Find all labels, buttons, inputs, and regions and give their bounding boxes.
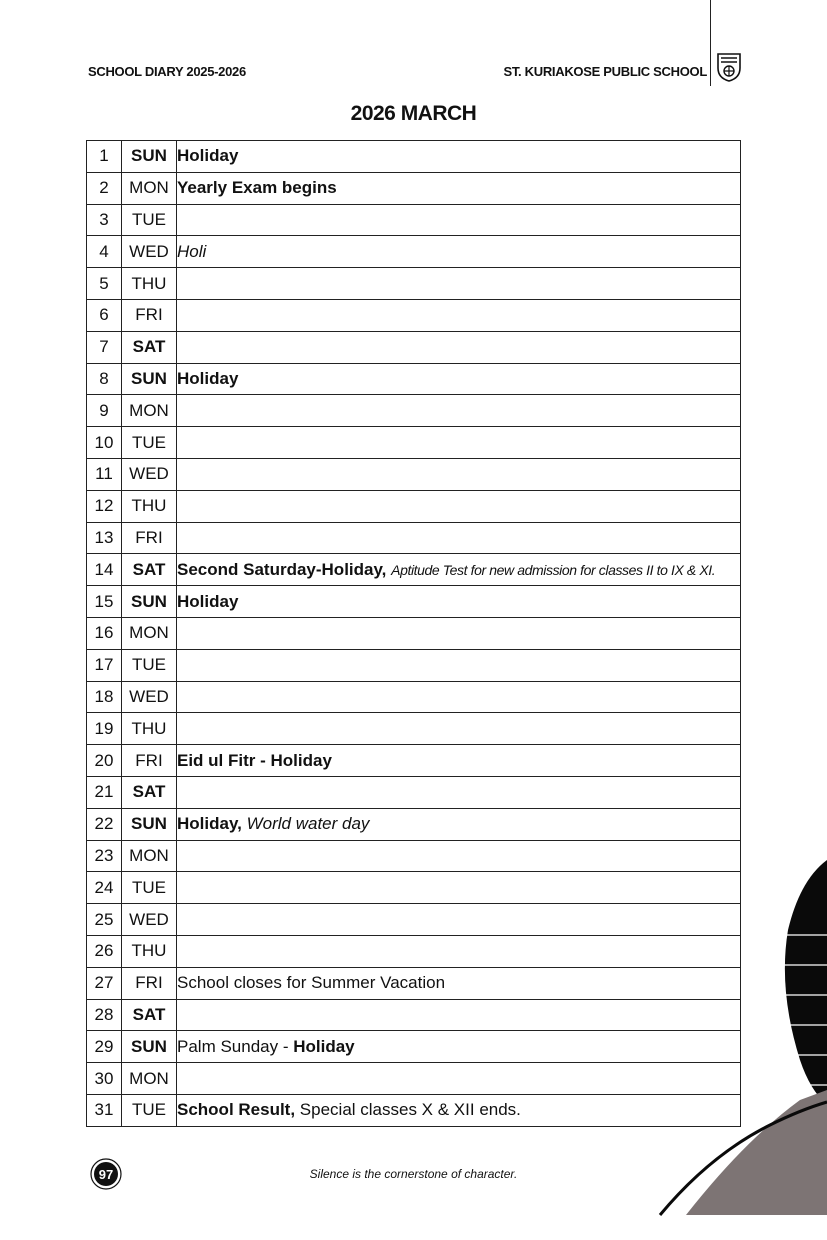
event-text: Holiday, <box>177 814 247 834</box>
weekday: TUE <box>122 1094 177 1126</box>
event-text: Holiday <box>177 368 239 388</box>
event-text: Holiday <box>293 1036 355 1056</box>
event-cell <box>177 458 741 490</box>
weekday: SUN <box>122 586 177 618</box>
weekday: SUN <box>122 363 177 395</box>
table-row <box>87 745 741 777</box>
event-text: School Result, <box>177 1100 300 1120</box>
day-number: 3 <box>87 204 122 236</box>
weekday: SUN <box>122 141 177 173</box>
weekday: MON <box>122 840 177 872</box>
event-text: Special classes X & XII ends. <box>299 1100 521 1120</box>
event-text: Second Saturday-Holiday, <box>177 559 392 579</box>
day-number: 16 <box>87 617 122 649</box>
calendar-table <box>86 140 741 1127</box>
event-cell <box>177 808 741 840</box>
day-number: 21 <box>87 776 122 808</box>
table-row <box>87 395 741 427</box>
weekday: MON <box>122 617 177 649</box>
day-number: 19 <box>87 713 122 745</box>
decorative-corner-shape <box>650 840 827 1240</box>
event-cell <box>177 395 741 427</box>
weekday: THU <box>122 268 177 300</box>
table-row <box>87 935 741 967</box>
weekday: TUE <box>122 427 177 459</box>
day-number: 9 <box>87 395 122 427</box>
weekday: WED <box>122 681 177 713</box>
table-row <box>87 363 741 395</box>
day-number: 20 <box>87 745 122 777</box>
footer-quote: Silence is the cornerstone of character. <box>309 1167 518 1181</box>
event-cell <box>177 204 741 236</box>
page-title: 2026 MARCH <box>350 102 477 125</box>
weekday: WED <box>122 236 177 268</box>
table-row <box>87 1063 741 1095</box>
event-cell <box>177 236 741 268</box>
day-number: 25 <box>87 904 122 936</box>
weekday: THU <box>122 935 177 967</box>
day-number: 28 <box>87 999 122 1031</box>
day-number: 30 <box>87 1063 122 1095</box>
weekday: WED <box>122 458 177 490</box>
table-row <box>87 172 741 204</box>
header-right: ST. KURIAKOSE PUBLIC SCHOOL <box>503 64 707 79</box>
table-row <box>87 490 741 522</box>
day-number: 18 <box>87 681 122 713</box>
table-row <box>87 872 741 904</box>
page-number: 97 <box>98 1167 114 1182</box>
header-divider <box>710 0 711 86</box>
weekday: THU <box>122 713 177 745</box>
table-row <box>87 1094 741 1126</box>
event-cell <box>177 681 741 713</box>
event-cell <box>177 586 741 618</box>
weekday: MON <box>122 395 177 427</box>
table-row <box>87 427 741 459</box>
weekday: SUN <box>122 808 177 840</box>
weekday: TUE <box>122 872 177 904</box>
table-row <box>87 999 741 1031</box>
header-left: SCHOOL DIARY 2025-2026 <box>88 64 246 79</box>
event-text: School closes for Summer Vacation <box>177 973 446 993</box>
table-row <box>87 808 741 840</box>
event-text: Eid ul Fitr - Holiday <box>177 750 332 770</box>
event-cell <box>177 745 741 777</box>
school-crest-icon <box>716 52 742 82</box>
event-cell <box>177 776 741 808</box>
weekday: FRI <box>122 522 177 554</box>
table-row <box>87 681 741 713</box>
event-text: Holiday <box>177 591 239 611</box>
weekday: SAT <box>122 776 177 808</box>
day-number: 22 <box>87 808 122 840</box>
day-number: 5 <box>87 268 122 300</box>
table-row <box>87 649 741 681</box>
weekday: MON <box>122 172 177 204</box>
event-text: Palm Sunday - <box>177 1036 294 1056</box>
event-cell <box>177 363 741 395</box>
day-number: 14 <box>87 554 122 586</box>
day-number: 26 <box>87 935 122 967</box>
table-row <box>87 617 741 649</box>
day-number: 27 <box>87 967 122 999</box>
event-cell <box>177 649 741 681</box>
table-row <box>87 299 741 331</box>
weekday: SAT <box>122 999 177 1031</box>
event-cell <box>177 299 741 331</box>
event-cell <box>177 427 741 459</box>
table-row <box>87 331 741 363</box>
day-number: 10 <box>87 427 122 459</box>
day-number: 6 <box>87 299 122 331</box>
weekday: SAT <box>122 554 177 586</box>
day-number: 31 <box>87 1094 122 1126</box>
day-number: 4 <box>87 236 122 268</box>
event-cell <box>177 172 741 204</box>
weekday: SAT <box>122 331 177 363</box>
event-cell <box>177 268 741 300</box>
weekday: FRI <box>122 745 177 777</box>
table-row <box>87 458 741 490</box>
event-text: Yearly Exam begins <box>177 178 337 198</box>
table-row <box>87 967 741 999</box>
day-number: 15 <box>87 586 122 618</box>
day-number: 23 <box>87 840 122 872</box>
table-row <box>87 713 741 745</box>
event-text: Holiday <box>177 146 239 166</box>
day-number: 2 <box>87 172 122 204</box>
table-row <box>87 904 741 936</box>
day-number: 12 <box>87 490 122 522</box>
weekday: WED <box>122 904 177 936</box>
day-number: 17 <box>87 649 122 681</box>
event-text: Aptitude Test for new admission for classes II to IX & XI. <box>391 561 716 578</box>
table-row <box>87 141 741 173</box>
table-row <box>87 204 741 236</box>
event-cell <box>177 617 741 649</box>
weekday: FRI <box>122 299 177 331</box>
day-number: 29 <box>87 1031 122 1063</box>
table-row <box>87 236 741 268</box>
event-cell <box>177 522 741 554</box>
weekday: TUE <box>122 204 177 236</box>
day-number: 13 <box>87 522 122 554</box>
event-text: World water day <box>246 814 370 834</box>
event-text: Holi <box>177 241 207 261</box>
table-row <box>87 268 741 300</box>
table-row <box>87 776 741 808</box>
table-row <box>87 522 741 554</box>
day-number: 11 <box>87 458 122 490</box>
day-number: 7 <box>87 331 122 363</box>
table-row <box>87 554 741 586</box>
weekday: MON <box>122 1063 177 1095</box>
weekday: FRI <box>122 967 177 999</box>
event-cell <box>177 331 741 363</box>
weekday: TUE <box>122 649 177 681</box>
event-cell <box>177 554 741 586</box>
event-cell <box>177 141 741 173</box>
weekday: SUN <box>122 1031 177 1063</box>
table-row <box>87 840 741 872</box>
day-number: 8 <box>87 363 122 395</box>
table-row <box>87 1031 741 1063</box>
event-cell <box>177 490 741 522</box>
weekday: THU <box>122 490 177 522</box>
day-number: 1 <box>87 141 122 173</box>
day-number: 24 <box>87 872 122 904</box>
table-row <box>87 586 741 618</box>
event-cell <box>177 713 741 745</box>
